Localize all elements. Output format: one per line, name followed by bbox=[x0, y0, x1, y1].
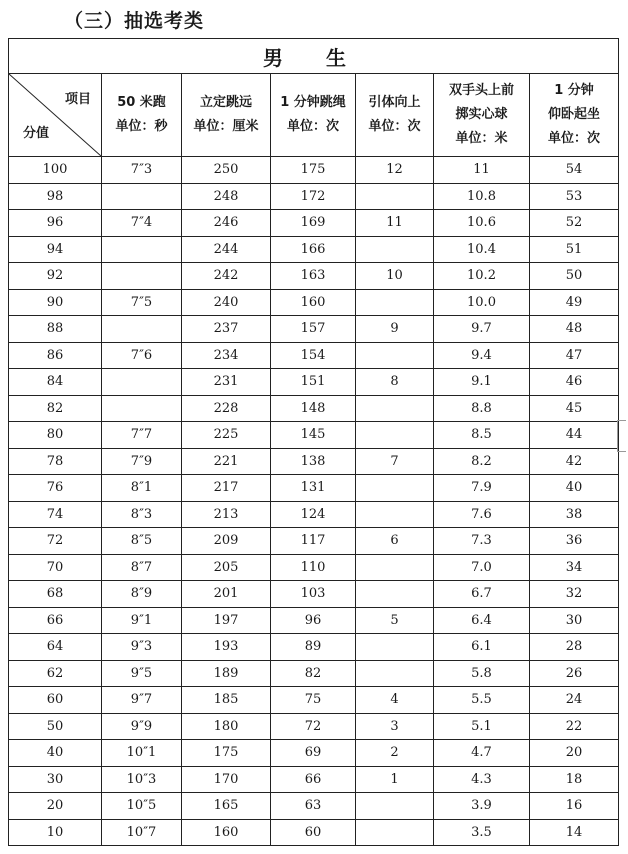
cell-medicine-ball: 3.5 bbox=[434, 819, 530, 846]
cell-long-jump: 240 bbox=[182, 289, 271, 316]
cell-pull-up: 1 bbox=[356, 766, 434, 793]
column-header-line: 引体向上 bbox=[368, 95, 421, 110]
cell-pull-up: 5 bbox=[356, 607, 434, 634]
cell-long-jump: 225 bbox=[182, 422, 271, 449]
cell-jump-rope: 163 bbox=[271, 263, 356, 290]
column-header-50m bbox=[102, 74, 182, 157]
cell-pull-up bbox=[356, 581, 434, 608]
cell-pull-up bbox=[356, 183, 434, 210]
cell-sit-up: 40 bbox=[530, 475, 619, 502]
table-row bbox=[9, 342, 619, 369]
cell-score: 66 bbox=[9, 607, 102, 634]
cell-jump-rope: 145 bbox=[271, 422, 356, 449]
column-header-line: 仰卧起坐 bbox=[548, 107, 601, 122]
cell-long-jump: 217 bbox=[182, 475, 271, 502]
cell-jump-rope: 60 bbox=[271, 819, 356, 846]
column-header-row bbox=[9, 74, 619, 157]
cell-score: 50 bbox=[9, 713, 102, 740]
cell-score: 100 bbox=[9, 157, 102, 184]
cell-pull-up: 7 bbox=[356, 448, 434, 475]
cell-medicine-ball: 7.0 bbox=[434, 554, 530, 581]
column-header-line: 单位：厘米 bbox=[193, 119, 259, 134]
cell-long-jump: 170 bbox=[182, 766, 271, 793]
cell-sit-up: 26 bbox=[530, 660, 619, 687]
column-header-medicine-ball bbox=[434, 74, 530, 157]
cell-medicine-ball: 10.4 bbox=[434, 236, 530, 263]
cell-jump-rope: 103 bbox=[271, 581, 356, 608]
cell-score: 72 bbox=[9, 528, 102, 555]
table-row bbox=[9, 448, 619, 475]
cell-long-jump: 189 bbox=[182, 660, 271, 687]
cell-pull-up bbox=[356, 289, 434, 316]
cell-pull-up: 4 bbox=[356, 687, 434, 714]
cell-jump-rope: 154 bbox=[271, 342, 356, 369]
cell-sit-up: 48 bbox=[530, 316, 619, 343]
column-header-line: 50 米跑 bbox=[117, 95, 166, 110]
cell-long-jump: 185 bbox=[182, 687, 271, 714]
cell-50m-run: 9″3 bbox=[102, 634, 182, 661]
table-row bbox=[9, 528, 619, 555]
cell-medicine-ball: 4.7 bbox=[434, 740, 530, 767]
cell-50m-run: 9″1 bbox=[102, 607, 182, 634]
cell-jump-rope: 63 bbox=[271, 793, 356, 820]
column-header-jump-rope bbox=[271, 74, 356, 157]
cell-long-jump: 246 bbox=[182, 210, 271, 237]
cell-sit-up: 46 bbox=[530, 369, 619, 396]
corner-header bbox=[9, 74, 102, 157]
cell-medicine-ball: 9.7 bbox=[434, 316, 530, 343]
cell-score: 62 bbox=[9, 660, 102, 687]
cell-sit-up: 14 bbox=[530, 819, 619, 846]
cell-medicine-ball: 10.6 bbox=[434, 210, 530, 237]
cell-sit-up: 49 bbox=[530, 289, 619, 316]
table-row bbox=[9, 634, 619, 661]
cell-jump-rope: 117 bbox=[271, 528, 356, 555]
cell-pull-up: 10 bbox=[356, 263, 434, 290]
cell-medicine-ball: 7.9 bbox=[434, 475, 530, 502]
cell-score: 76 bbox=[9, 475, 102, 502]
cell-score: 20 bbox=[9, 793, 102, 820]
cell-medicine-ball: 3.9 bbox=[434, 793, 530, 820]
cell-long-jump: 237 bbox=[182, 316, 271, 343]
column-header-line: 单位：次 bbox=[286, 119, 339, 134]
table-row bbox=[9, 713, 619, 740]
cell-jump-rope: 96 bbox=[271, 607, 356, 634]
cell-score: 90 bbox=[9, 289, 102, 316]
cell-50m-run bbox=[102, 395, 182, 422]
table-row bbox=[9, 475, 619, 502]
cell-medicine-ball: 7.3 bbox=[434, 528, 530, 555]
cell-jump-rope: 75 bbox=[271, 687, 356, 714]
cell-medicine-ball: 5.5 bbox=[434, 687, 530, 714]
cell-pull-up bbox=[356, 501, 434, 528]
cell-long-jump: 242 bbox=[182, 263, 271, 290]
cell-long-jump: 244 bbox=[182, 236, 271, 263]
column-header-line: 立定跳远 bbox=[199, 95, 252, 110]
cell-score: 60 bbox=[9, 687, 102, 714]
cell-score: 88 bbox=[9, 316, 102, 343]
cell-long-jump: 201 bbox=[182, 581, 271, 608]
cell-sit-up: 50 bbox=[530, 263, 619, 290]
cell-pull-up: 9 bbox=[356, 316, 434, 343]
cell-sit-up: 28 bbox=[530, 634, 619, 661]
cell-50m-run: 9″9 bbox=[102, 713, 182, 740]
cell-sit-up: 45 bbox=[530, 395, 619, 422]
cell-sit-up: 52 bbox=[530, 210, 619, 237]
cell-medicine-ball: 4.3 bbox=[434, 766, 530, 793]
corner-score-label: 分值 bbox=[23, 126, 50, 141]
cell-pull-up bbox=[356, 395, 434, 422]
cell-medicine-ball: 6.7 bbox=[434, 581, 530, 608]
cell-score: 40 bbox=[9, 740, 102, 767]
cell-long-jump: 209 bbox=[182, 528, 271, 555]
cell-jump-rope: 160 bbox=[271, 289, 356, 316]
cell-50m-run bbox=[102, 263, 182, 290]
table-row bbox=[9, 369, 619, 396]
table-row bbox=[9, 740, 619, 767]
cell-50m-run: 7″4 bbox=[102, 210, 182, 237]
cell-50m-run: 7″5 bbox=[102, 289, 182, 316]
cell-medicine-ball: 10.0 bbox=[434, 289, 530, 316]
cell-50m-run: 10″3 bbox=[102, 766, 182, 793]
cell-jump-rope: 148 bbox=[271, 395, 356, 422]
cell-sit-up: 54 bbox=[530, 157, 619, 184]
table-row bbox=[9, 263, 619, 290]
table-row bbox=[9, 316, 619, 343]
cell-score: 86 bbox=[9, 342, 102, 369]
cell-score: 92 bbox=[9, 263, 102, 290]
column-header-line: 单位：次 bbox=[548, 131, 601, 146]
cell-pull-up bbox=[356, 236, 434, 263]
cell-50m-run: 10″7 bbox=[102, 819, 182, 846]
cell-pull-up: 6 bbox=[356, 528, 434, 555]
cell-medicine-ball: 9.4 bbox=[434, 342, 530, 369]
cell-50m-run: 10″5 bbox=[102, 793, 182, 820]
table-row bbox=[9, 395, 619, 422]
cell-medicine-ball: 9.1 bbox=[434, 369, 530, 396]
cell-long-jump: 160 bbox=[182, 819, 271, 846]
cell-jump-rope: 66 bbox=[271, 766, 356, 793]
cell-medicine-ball: 6.1 bbox=[434, 634, 530, 661]
score-table-body bbox=[9, 157, 619, 846]
cell-sit-up: 53 bbox=[530, 183, 619, 210]
cell-sit-up: 38 bbox=[530, 501, 619, 528]
cell-jump-rope: 69 bbox=[271, 740, 356, 767]
cell-jump-rope: 89 bbox=[271, 634, 356, 661]
cell-sit-up: 18 bbox=[530, 766, 619, 793]
cell-score: 96 bbox=[9, 210, 102, 237]
cell-sit-up: 51 bbox=[530, 236, 619, 263]
cell-medicine-ball: 5.1 bbox=[434, 713, 530, 740]
score-table bbox=[8, 38, 619, 846]
cell-long-jump: 234 bbox=[182, 342, 271, 369]
cell-pull-up bbox=[356, 793, 434, 820]
page-edge-marker bbox=[617, 420, 626, 452]
column-header-long-jump bbox=[182, 74, 271, 157]
cell-jump-rope: 172 bbox=[271, 183, 356, 210]
cell-jump-rope: 138 bbox=[271, 448, 356, 475]
cell-sit-up: 44 bbox=[530, 422, 619, 449]
cell-sit-up: 16 bbox=[530, 793, 619, 820]
cell-pull-up bbox=[356, 342, 434, 369]
cell-pull-up bbox=[356, 819, 434, 846]
cell-50m-run: 8″9 bbox=[102, 581, 182, 608]
cell-jump-rope: 151 bbox=[271, 369, 356, 396]
cell-long-jump: 165 bbox=[182, 793, 271, 820]
cell-50m-run: 7″3 bbox=[102, 157, 182, 184]
column-header-sit-up bbox=[530, 74, 619, 157]
cell-50m-run: 10″1 bbox=[102, 740, 182, 767]
table-row bbox=[9, 660, 619, 687]
cell-medicine-ball: 7.6 bbox=[434, 501, 530, 528]
cell-jump-rope: 175 bbox=[271, 157, 356, 184]
cell-score: 78 bbox=[9, 448, 102, 475]
cell-medicine-ball: 6.4 bbox=[434, 607, 530, 634]
cell-score: 74 bbox=[9, 501, 102, 528]
cell-medicine-ball: 10.8 bbox=[434, 183, 530, 210]
cell-medicine-ball: 8.2 bbox=[434, 448, 530, 475]
cell-pull-up: 3 bbox=[356, 713, 434, 740]
table-row bbox=[9, 422, 619, 449]
cell-pull-up bbox=[356, 634, 434, 661]
cell-50m-run: 7″7 bbox=[102, 422, 182, 449]
column-header-line: 单位：秒 bbox=[115, 119, 168, 134]
cell-50m-run bbox=[102, 236, 182, 263]
table-row bbox=[9, 157, 619, 184]
cell-score: 68 bbox=[9, 581, 102, 608]
table-row bbox=[9, 289, 619, 316]
cell-50m-run: 8″7 bbox=[102, 554, 182, 581]
cell-50m-run: 9″7 bbox=[102, 687, 182, 714]
cell-long-jump: 250 bbox=[182, 157, 271, 184]
cell-long-jump: 221 bbox=[182, 448, 271, 475]
cell-score: 82 bbox=[9, 395, 102, 422]
cell-50m-run: 7″9 bbox=[102, 448, 182, 475]
table-row bbox=[9, 793, 619, 820]
cell-jump-rope: 124 bbox=[271, 501, 356, 528]
table-row bbox=[9, 183, 619, 210]
cell-50m-run: 8″1 bbox=[102, 475, 182, 502]
cell-sit-up: 22 bbox=[530, 713, 619, 740]
cell-medicine-ball: 8.5 bbox=[434, 422, 530, 449]
cell-sit-up: 20 bbox=[530, 740, 619, 767]
cell-score: 94 bbox=[9, 236, 102, 263]
cell-sit-up: 30 bbox=[530, 607, 619, 634]
cell-pull-up: 8 bbox=[356, 369, 434, 396]
column-header-line: 掷实心球 bbox=[455, 107, 508, 122]
cell-jump-rope: 157 bbox=[271, 316, 356, 343]
table-row bbox=[9, 819, 619, 846]
cell-pull-up bbox=[356, 660, 434, 687]
table-row bbox=[9, 687, 619, 714]
cell-long-jump: 205 bbox=[182, 554, 271, 581]
cell-sit-up: 42 bbox=[530, 448, 619, 475]
cell-pull-up bbox=[356, 422, 434, 449]
cell-pull-up: 2 bbox=[356, 740, 434, 767]
cell-medicine-ball: 8.8 bbox=[434, 395, 530, 422]
column-header-line: 单位：次 bbox=[368, 119, 421, 134]
column-header-line: 1 分钟跳绳 bbox=[280, 95, 346, 110]
cell-long-jump: 175 bbox=[182, 740, 271, 767]
cell-medicine-ball: 10.2 bbox=[434, 263, 530, 290]
cell-score: 70 bbox=[9, 554, 102, 581]
cell-50m-run: 7″6 bbox=[102, 342, 182, 369]
table-row bbox=[9, 766, 619, 793]
cell-long-jump: 248 bbox=[182, 183, 271, 210]
table-row bbox=[9, 607, 619, 634]
cell-50m-run bbox=[102, 316, 182, 343]
cell-score: 30 bbox=[9, 766, 102, 793]
cell-sit-up: 36 bbox=[530, 528, 619, 555]
column-header-pull-up bbox=[356, 74, 434, 157]
cell-pull-up: 11 bbox=[356, 210, 434, 237]
cell-jump-rope: 82 bbox=[271, 660, 356, 687]
cell-medicine-ball: 11 bbox=[434, 157, 530, 184]
cell-jump-rope: 110 bbox=[271, 554, 356, 581]
cell-score: 84 bbox=[9, 369, 102, 396]
cell-sit-up: 47 bbox=[530, 342, 619, 369]
cell-jump-rope: 72 bbox=[271, 713, 356, 740]
cell-50m-run: 9″5 bbox=[102, 660, 182, 687]
gender-header: 男 生 bbox=[9, 39, 619, 74]
cell-sit-up: 34 bbox=[530, 554, 619, 581]
corner-item-label: 项目 bbox=[64, 92, 91, 107]
cell-sit-up: 24 bbox=[530, 687, 619, 714]
cell-medicine-ball: 5.8 bbox=[434, 660, 530, 687]
cell-jump-rope: 131 bbox=[271, 475, 356, 502]
table-row bbox=[9, 501, 619, 528]
cell-score: 10 bbox=[9, 819, 102, 846]
cell-long-jump: 180 bbox=[182, 713, 271, 740]
cell-pull-up bbox=[356, 554, 434, 581]
cell-score: 64 bbox=[9, 634, 102, 661]
cell-long-jump: 228 bbox=[182, 395, 271, 422]
cell-50m-run bbox=[102, 369, 182, 396]
cell-50m-run: 8″3 bbox=[102, 501, 182, 528]
cell-jump-rope: 166 bbox=[271, 236, 356, 263]
table-row bbox=[9, 554, 619, 581]
cell-sit-up: 32 bbox=[530, 581, 619, 608]
cell-score: 98 bbox=[9, 183, 102, 210]
cell-50m-run bbox=[102, 183, 182, 210]
cell-long-jump: 197 bbox=[182, 607, 271, 634]
cell-long-jump: 213 bbox=[182, 501, 271, 528]
cell-score: 80 bbox=[9, 422, 102, 449]
cell-50m-run: 8″5 bbox=[102, 528, 182, 555]
cell-long-jump: 193 bbox=[182, 634, 271, 661]
cell-pull-up bbox=[356, 475, 434, 502]
column-header-line: 双手头上前 bbox=[448, 83, 514, 98]
cell-pull-up: 12 bbox=[356, 157, 434, 184]
section-heading: （三）抽选考类 bbox=[64, 10, 205, 32]
cell-jump-rope: 169 bbox=[271, 210, 356, 237]
table-row bbox=[9, 581, 619, 608]
column-header-line: 单位：米 bbox=[455, 131, 508, 146]
table-row bbox=[9, 210, 619, 237]
column-header-line: 1 分钟 bbox=[554, 83, 594, 98]
cell-long-jump: 231 bbox=[182, 369, 271, 396]
table-row bbox=[9, 236, 619, 263]
